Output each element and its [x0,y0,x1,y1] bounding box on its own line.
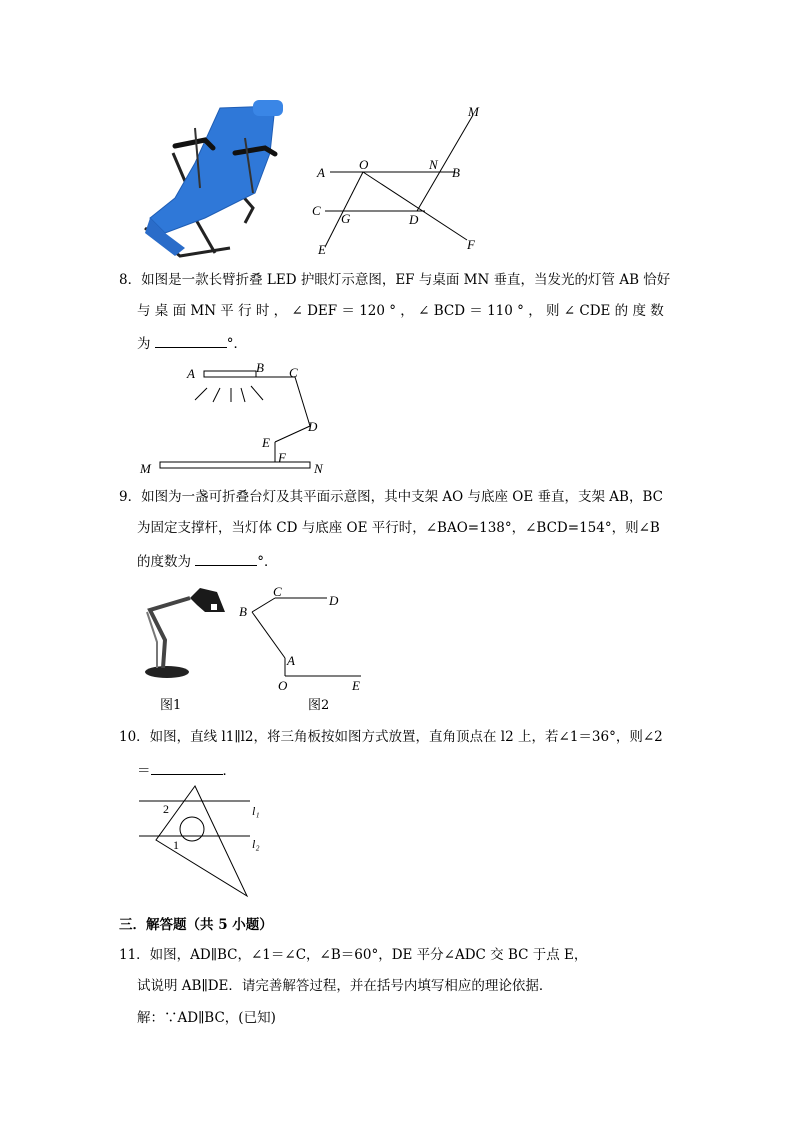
label-a: A [287,653,295,668]
lamp-schematic-figure [135,358,335,478]
label-n: N [314,461,323,476]
label-d: D [409,212,419,227]
label-d: D [308,419,318,434]
label-m: M [468,104,479,119]
desk-lamp-schematic [235,580,370,695]
label-c: C [273,584,282,599]
label-o: O [278,678,288,693]
triangle-ruler-figure [135,778,275,903]
angle-1-label: 1 [173,838,179,852]
label-b: B [452,165,460,180]
label-o: O [359,157,369,172]
parallel-lines-figure [305,100,500,260]
answer-blank[interactable] [151,759,223,775]
label-g: G [341,211,351,226]
q10-line1: 10．如图，直线 l1∥l2，将三角板按如图方式放置，直角顶点在 l2 上，若∠1＝36°，则∠2 [119,729,663,745]
folding-chair-image [135,98,285,260]
label-e: E [318,242,326,257]
q10-line2: ＝ ． [137,759,236,781]
label-b: B [256,360,264,375]
q11-line1: 11．如图，AD∥BC，∠1＝∠C，∠B＝60°，DE 平分∠ADC 交 BC 于点 E， [119,947,588,963]
label-n: N [429,157,438,172]
label-a: A [317,165,325,180]
figure-caption-2: 图2 [308,698,330,713]
label-f: F [278,450,286,465]
label-m: M [140,461,151,476]
figure-caption-1: 图1 [160,698,182,713]
answer-blank[interactable] [195,550,257,566]
label-d: D [329,593,339,608]
q11-line2: 试说明 AB∥DE．请完善解答过程，并在括号内填写相应的理论依据． [137,978,553,994]
label-f: F [467,237,475,252]
label-c: C [312,203,321,218]
q8-line3: 为 °． [137,332,247,354]
label-e: E [352,678,360,693]
desk-lamp-image [135,580,230,680]
q9-line3: 的度数为 °． [137,550,278,572]
label-a: A [187,366,195,381]
q11-line3: 解：∵AD∥BC，(已知) [137,1010,276,1026]
q9-line1: 9．如图为一盏可折叠台灯及其平面示意图，其中支架 AO 与底座 OE 垂直，支架 AB，BC [119,489,663,505]
label-b: B [239,604,247,619]
q9-line2: 为固定支撑杆，当灯体 CD 与底座 OE 平行时，∠BAO=138°，∠BCD=154°，则∠B [137,520,660,536]
line-l2-label: l₂ [252,837,260,851]
q8-line2: 与 桌 面 MN 平 行 时 ， ∠ DEF ＝ 120 ° ， ∠ BCD ＝ 110 ° ， 则 ∠ CDE 的 度 数 [137,303,664,319]
label-c: C [289,365,298,380]
section-heading: 三．解答题（共 5 小题） [119,917,273,933]
angle-2-label: 2 [163,802,169,816]
answer-blank[interactable] [155,332,227,348]
line-l1-label: l₁ [252,804,260,818]
q8-line1: 8．如图是一款长臂折叠 LED 护眼灯示意图，EF 与桌面 MN 垂直，当发光的灯管 AB 恰好 [119,272,671,288]
label-e: E [262,435,270,450]
